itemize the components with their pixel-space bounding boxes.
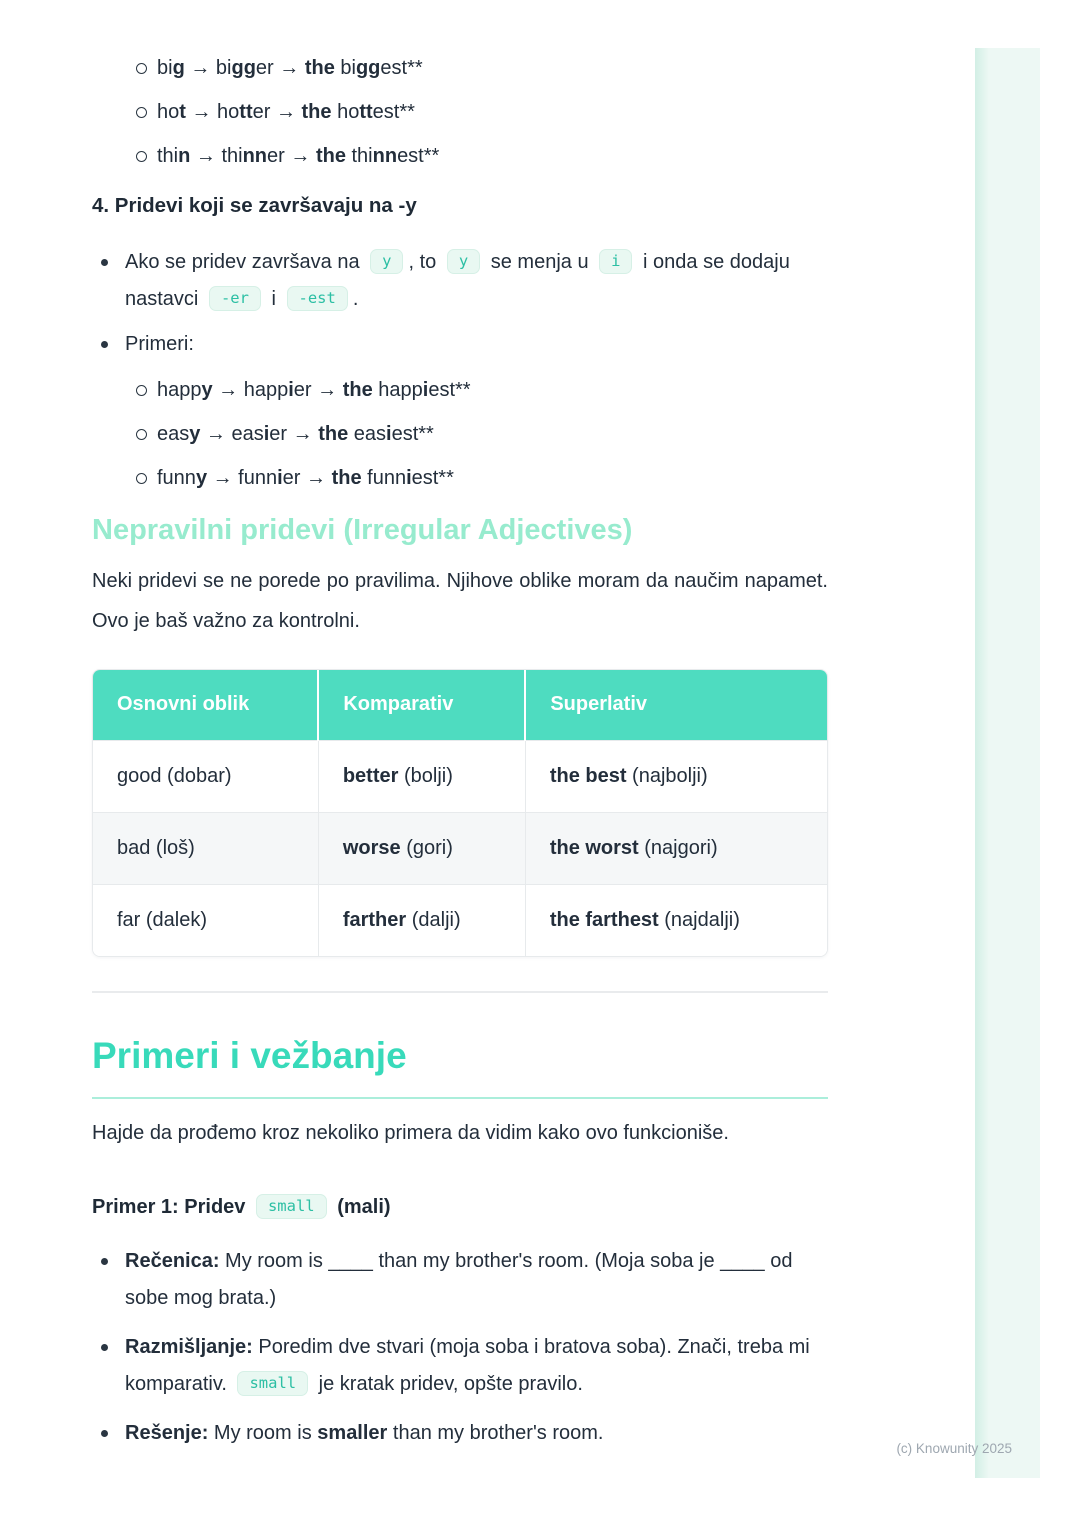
copyright-notice: (c) Knowunity 2025 [896, 1441, 1012, 1456]
table-cell: farther (dalji) [318, 884, 525, 956]
table-cell: the farthest (najdalji) [525, 884, 827, 956]
inline-code-chip: -er [209, 286, 261, 311]
example-item-big: big → bigger → the biggest** [92, 50, 828, 86]
irregular-adjectives-table [92, 669, 828, 957]
inline-code-chip: -est [287, 286, 348, 311]
practice-intro-paragraph: Hajde da prođemo kroz nekoliko primera da vidim kako ovo funkcioniše. [92, 1122, 729, 1144]
y-adjective-example-list [125, 372, 828, 496]
table-header-komparativ: Komparativ [318, 670, 525, 740]
inline-code-chip: i [599, 249, 632, 274]
table-cell: good (dobar) [93, 740, 318, 812]
table-cell: worse (gori) [318, 812, 525, 884]
table-cell: better (bolji) [318, 740, 525, 812]
table-cell: bad (loš) [93, 812, 318, 884]
table-header-osnovni-oblik: Osnovni oblik [93, 670, 318, 740]
bullet-recenica: Rečenica: My room is ____ than my brother's room. (Moja soba je ____ od sobe mog brata.) [92, 1243, 828, 1317]
section4-heading: 4. Pridevi koji se završavaju na -y [92, 194, 417, 217]
example-item-thin: thin → thinner → the thinnest** [92, 138, 828, 174]
primeri-label: Primeri: [125, 333, 194, 355]
table-header-row [93, 670, 827, 740]
example-item-easy: easy → easier → the easiest** [125, 416, 828, 452]
table-row-far [93, 884, 827, 956]
section4-list [92, 244, 828, 496]
short-adjective-example-list [92, 50, 828, 174]
irregular-adjectives-heading: Nepravilni pridevi (Irregular Adjectives) [92, 514, 633, 546]
practice-section-heading: Primeri i vežbanje [92, 1035, 407, 1076]
table-row-bad [93, 812, 827, 884]
bullet-razmisljanje: Razmišljanje: Poredim dve stvari (moja soba i bratova soba). Znači, treba mi komparativ. small je kratak pridev, opšte pravilo. [92, 1329, 828, 1403]
bullet-resenje: Rešenje: My room is smaller than my brother's room. [92, 1415, 828, 1452]
inline-code-chip: y [370, 249, 403, 274]
primer1-bullet-list [92, 1243, 828, 1452]
inline-code-chip: small [237, 1371, 308, 1396]
practice-heading-underline [92, 1097, 828, 1099]
inline-code-chip: small [256, 1194, 327, 1219]
page-edge-accent-strip [975, 48, 1040, 1478]
table-cell: far (dalek) [93, 884, 318, 956]
document-content [92, 0, 828, 1464]
inline-code-chip: y [447, 249, 480, 274]
primer1-title: Primer 1: Pridev small (mali) [92, 1196, 391, 1218]
irregular-intro-paragraph: Neki pridevi se ne porede po pravilima. Njihove oblike moram da naučim napamet. Ovo je baš važno za kontrolni. [92, 570, 828, 632]
section-divider [92, 991, 828, 993]
example-item-funny: funny → funnier → the funniest** [125, 460, 828, 496]
table-row-good [93, 740, 827, 812]
example-item-hot: hot → hotter → the hottest** [92, 94, 828, 130]
table-header-superlativ: Superlativ [525, 670, 827, 740]
table-cell: the worst (najgori) [525, 812, 827, 884]
table-cell: the best (najbolji) [525, 740, 827, 812]
example-item-happy: happy → happier → the happiest** [125, 372, 828, 408]
section4-rule-item: Ako se pridev završava na y , to y se menja u i i onda se dodaju nastavci -er i -est . [92, 244, 828, 318]
section4-primeri-item [92, 326, 828, 496]
